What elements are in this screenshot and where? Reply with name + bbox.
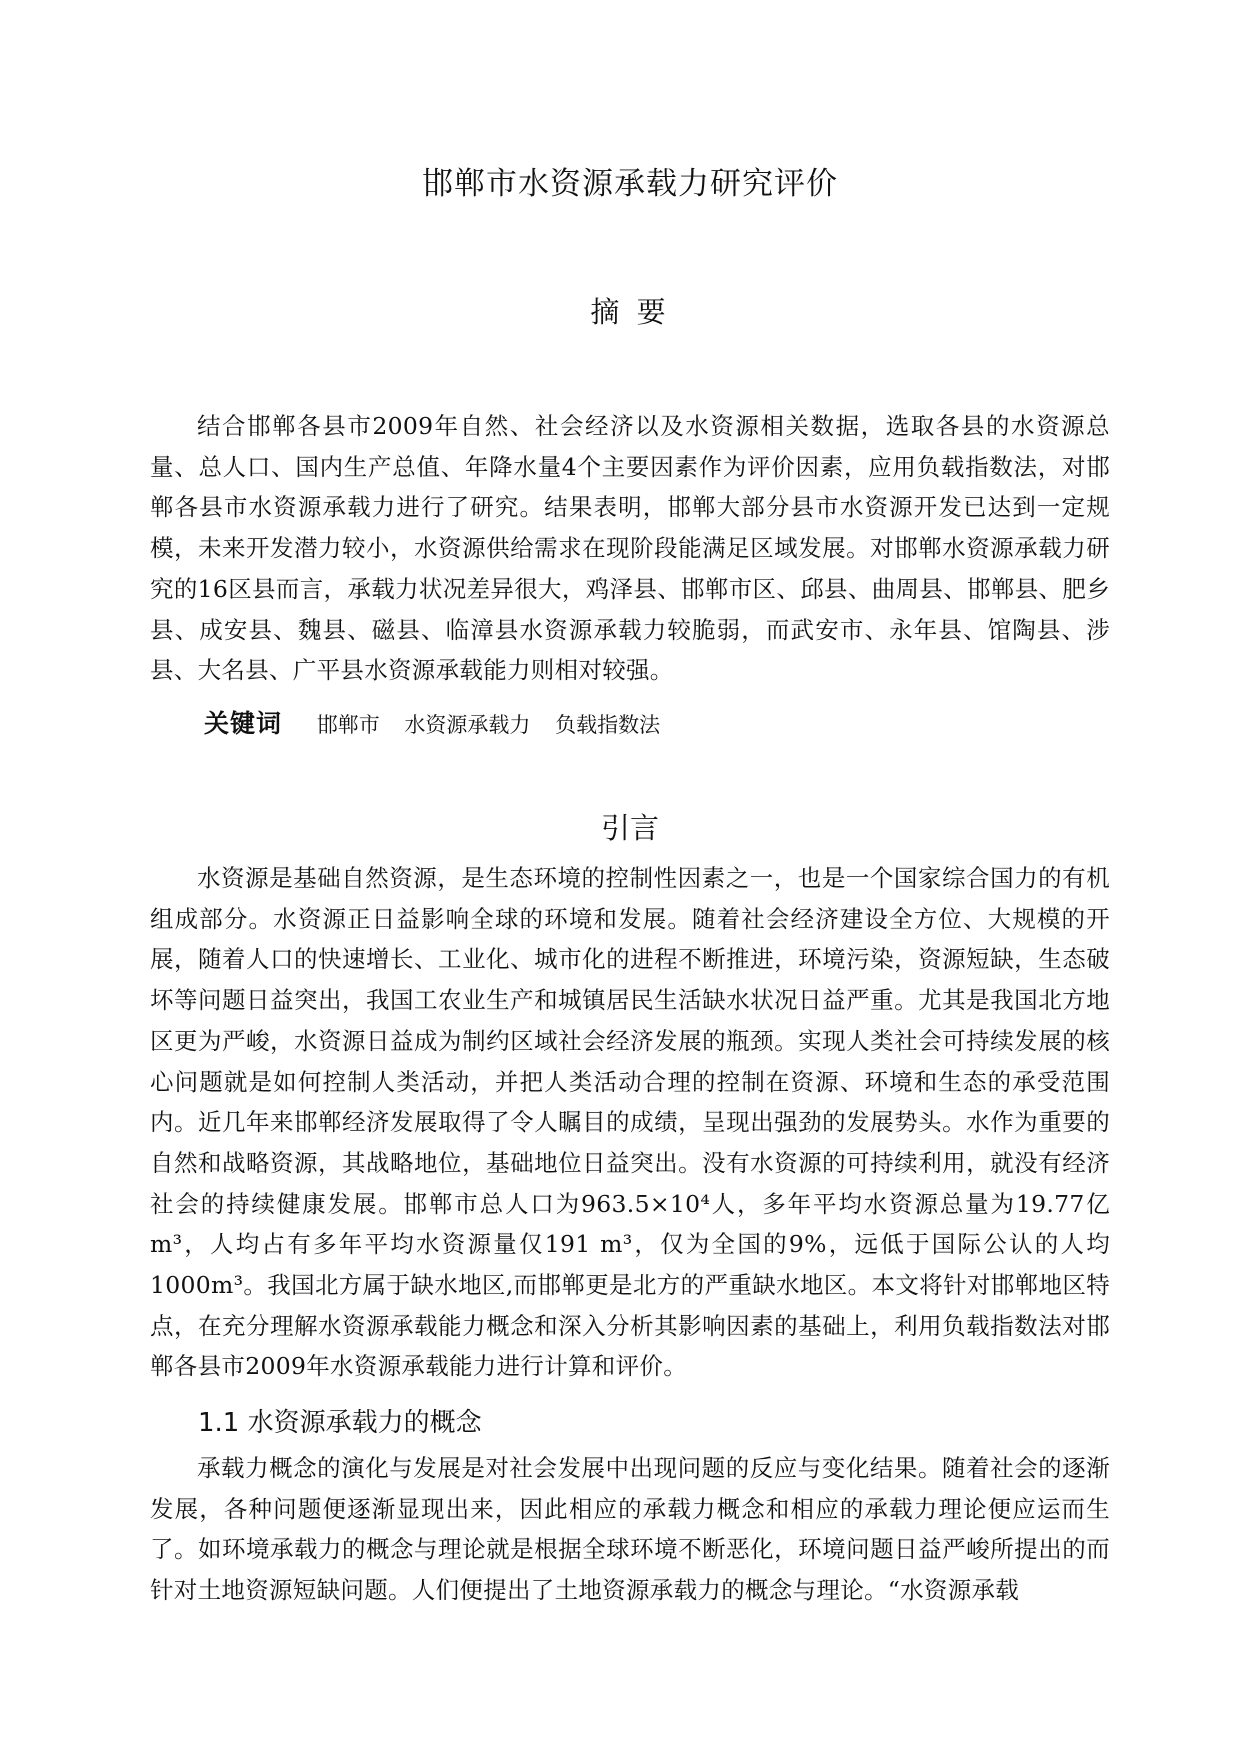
section-heading: 1.1 水资源承载力的概念 <box>198 1408 482 1438</box>
document-title: 邯郸市水资源承载力研究评价 <box>422 166 838 202</box>
keywords-line <box>204 704 678 740</box>
keywords-label: 关键词 <box>204 709 283 738</box>
intro-paragraph: 水资源是基础自然资源，是生态环境的控制性因素之一，也是一个国家综合国力的有机组成部分。水资源正日益影响全球的环境和发展。随着社会经济建设全方位、大规模的开展，随着人口的快速增长、工业化、城市化的进程不断推进，环境污染，资源短缺，生态破坏等问题日益突出，我国工农业生产和城镇居民生活缺水状况日益严重。尤其是我国北方地区更为严峻，水资源日益成为制约区域社会经济发展的瓶颈。实现人类社会可持续发展的核心问题就是如何控制人类活动，并把人类活动合理的控制在资源、环境和生态的承受范围内。近几年来邯郸经济发展取得了令人瞩目的成绩，呈现出强劲的发展势头。水作为重要的自然和战略资源，其战略地位，基础地位日益突出。没有水资源的可持续利用，就没有经济社会的持续健康发展。邯郸市总人口为963.5×10⁴人，多年平均水资源总量为19.77亿m³，人均占有多年平均水资源量仅191 m³，仅为全国的9%，远低于国际公认的人均1000m³。我国北方属于缺水地区,而邯郸更是北方的严重缺水地区。本文将针对邯郸地区特点，在充分理解水资源承载能力概念和深入分析其影响因素的基础上，利用负载指数法对邯郸各县市2009年水资源承载能力进行计算和评价。 <box>150 864 1110 1381</box>
keyword-item: 邯郸市 <box>316 713 380 737</box>
keyword-item: 负载指数法 <box>555 713 661 737</box>
keyword-item: 水资源承载力 <box>404 713 531 737</box>
intro-heading: 引言 <box>600 811 659 845</box>
abstract-paragraph: 结合邯郸各县市2009年自然、社会经济以及水资源相关数据，选取各县的水资源总量、总人口、国内生产总值、年降水量4个主要因素作为评价因素，应用负载指数法，对邯郸各县市水资源承载力进行了研究。结果表明，邯郸大部分县市水资源开发已达到一定规模，未来开发潜力较小，水资源供给需求在现阶段能满足区域发展。对邯郸水资源承载力研究的16区县而言，承载力状况差异很大，鸡泽县、邯郸市区、邱县、曲周县、邯郸县、肥乡县、成安县、魏县、磁县、临漳县水资源承载力较脆弱，而武安市、永年县、馆陶县、涉县、大名县、广平县水资源承载能力则相对较强。 <box>150 412 1110 685</box>
section-paragraph: 承载力概念的演化与发展是对社会发展中出现问题的反应与变化结果。随着社会的逐渐发展，各种问题便逐渐显现出来，因此相应的承载力概念和相应的承载力理论便应运而生了。如环境承载力的概念与理论就是根据全球环境不断恶化，环境问题日益严峻所提出的而针对土地资源短缺问题。人们便提出了土地资源承载力的概念与理论。“水资源承载 <box>150 1454 1110 1605</box>
abstract-heading: 摘 要 <box>590 295 670 329</box>
